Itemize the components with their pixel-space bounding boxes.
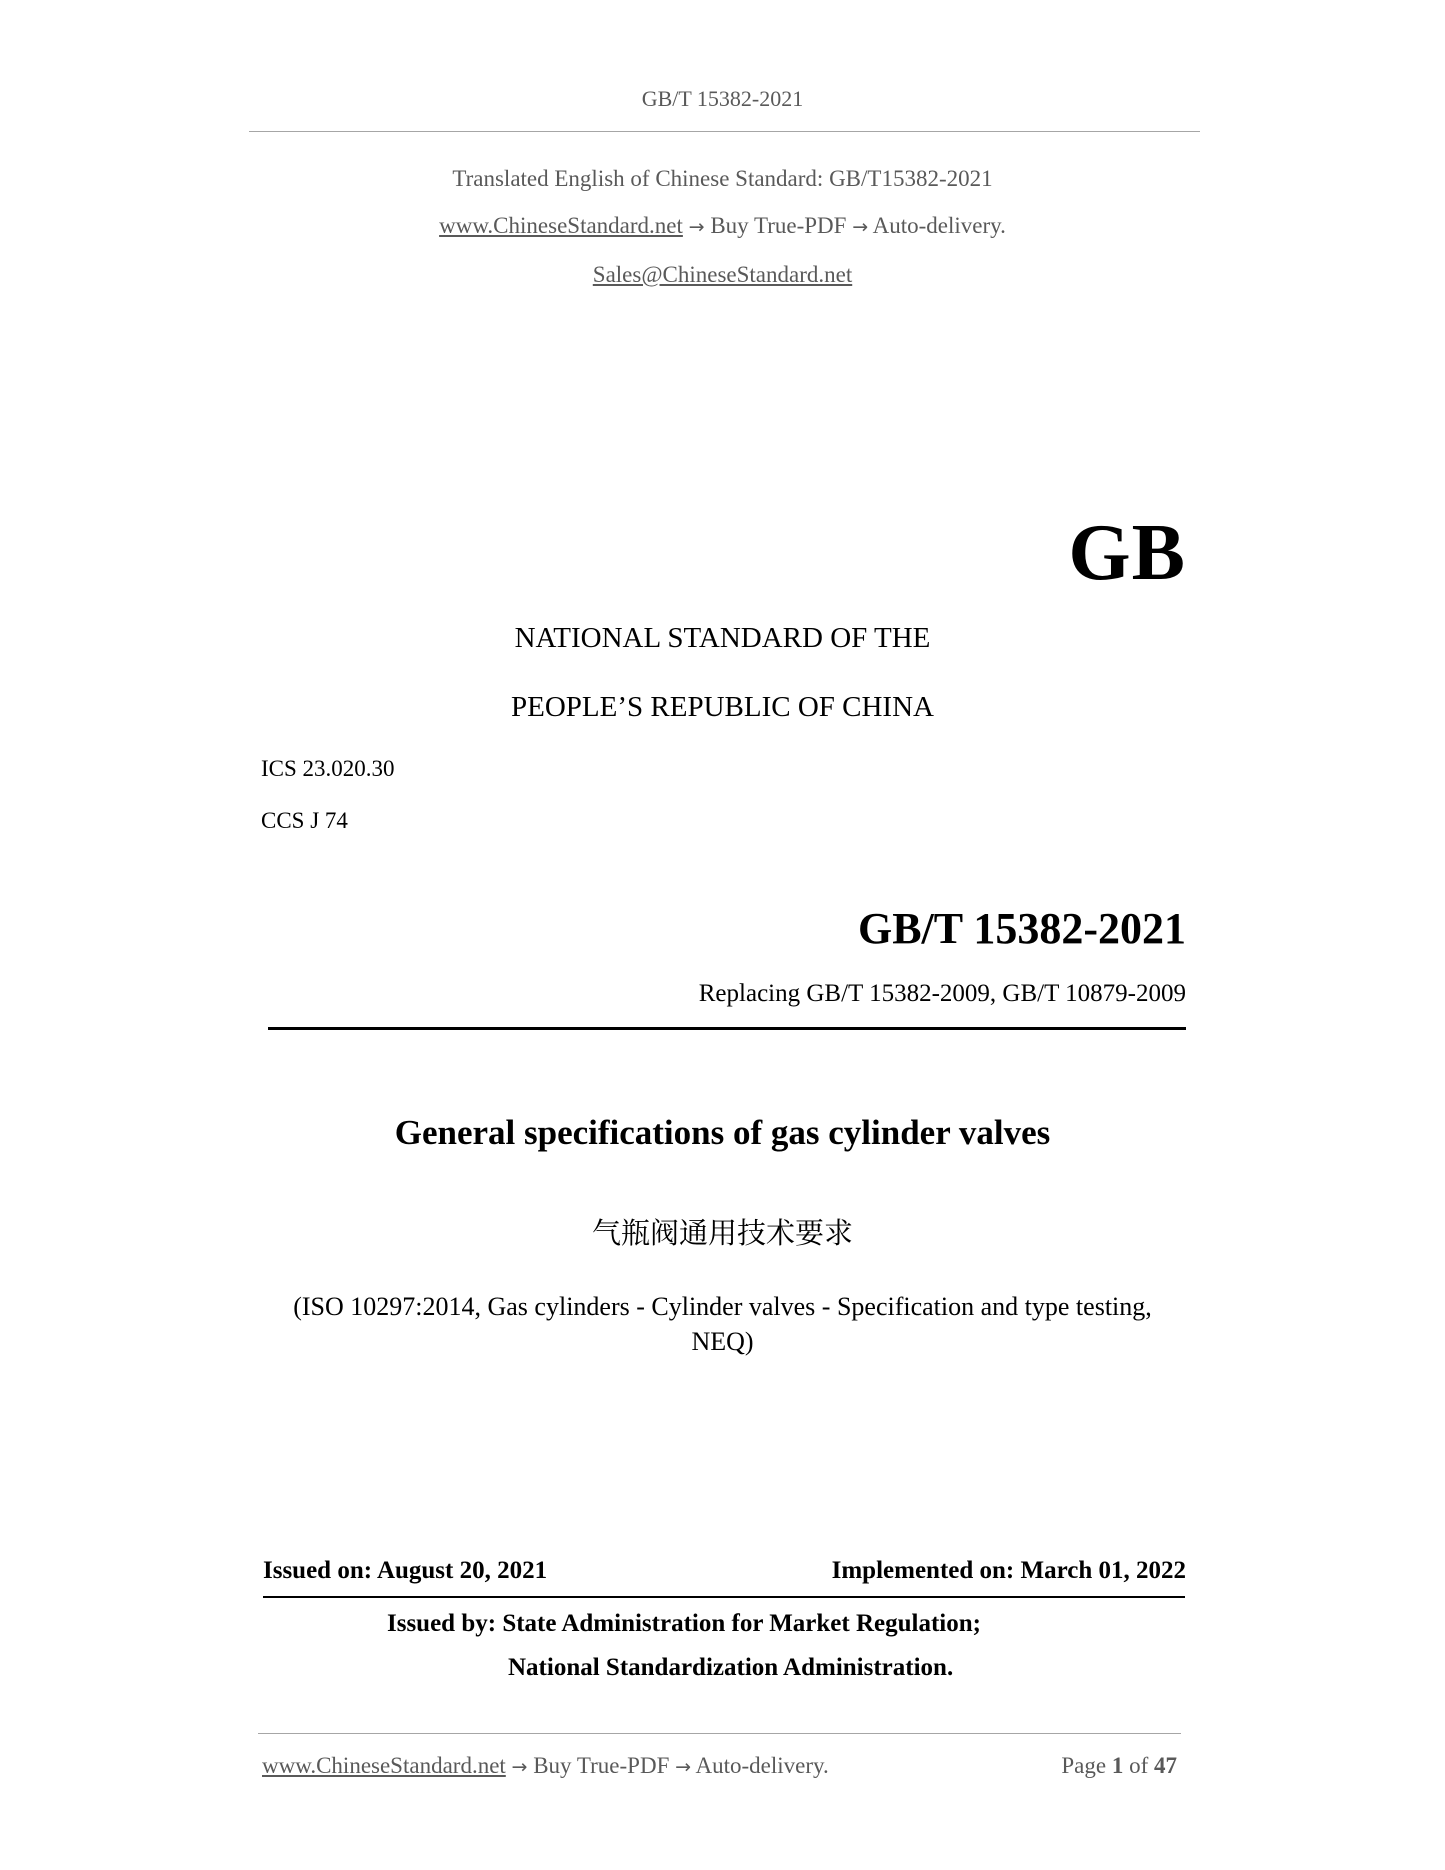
sales-email-link[interactable]: Sales@ChineseStandard.net: [592, 262, 853, 287]
buy-true-pdf-text: Buy True-PDF: [710, 213, 847, 238]
implemented-on-date: Implemented on: March 01, 2022: [831, 1557, 1186, 1584]
translated-notice: Translated English of Chinese Standard: GB/T15382-2021: [452, 166, 993, 191]
page-of: of: [1129, 1753, 1149, 1778]
auto-delivery-text: Auto-delivery.: [872, 213, 1006, 238]
ccs-code: CCS J 74: [261, 808, 348, 833]
title-divider: [268, 1027, 1186, 1030]
iso-reference-line-1: (ISO 10297:2014, Gas cylinders - Cylinder valves - Specification and type testing,: [293, 1292, 1152, 1321]
footer-divider: [258, 1733, 1181, 1734]
footer-site-link[interactable]: www.ChineseStandard.net: [262, 1753, 506, 1778]
ics-code: ICS 23.020.30: [261, 756, 395, 781]
replacing-note: Replacing GB/T 15382-2009, GB/T 10879-2009: [698, 980, 1186, 1007]
iso-reference-line-2: NEQ): [691, 1327, 754, 1356]
footer-buy-true-pdf-text: Buy True-PDF: [533, 1753, 670, 1778]
dates-divider: [263, 1596, 1185, 1598]
page-label: Page: [1061, 1753, 1107, 1778]
national-standard-line-1: NATIONAL STANDARD OF THE: [514, 622, 931, 654]
gb-logo: GB: [1068, 509, 1186, 597]
issued-on-date: Issued on: August 20, 2021: [263, 1557, 548, 1584]
arrow-right-icon: →: [688, 216, 705, 238]
arrow-right-icon: →: [511, 1756, 528, 1778]
running-header: GB/T 15382-2021: [641, 86, 804, 111]
sales-line: [0, 262, 1445, 288]
title-chinese: 气瓶阀通用技术要求: [591, 1216, 853, 1250]
title-english: General specifications of gas cylinder valves: [394, 1113, 1051, 1152]
site-link[interactable]: www.ChineseStandard.net: [439, 213, 683, 238]
header-divider: [249, 131, 1200, 132]
issued-by-line-1: Issued by: State Administration for Market Regulation;: [387, 1610, 981, 1637]
footer-promo: [262, 1753, 829, 1779]
page-indicator: [1061, 1753, 1177, 1779]
national-standard-line-2: PEOPLE’S REPUBLIC OF CHINA: [511, 691, 934, 723]
page-current: 1: [1111, 1753, 1124, 1778]
footer-auto-delivery-text: Auto-delivery.: [695, 1753, 829, 1778]
arrow-right-icon: →: [675, 1756, 692, 1778]
arrow-right-icon: →: [852, 216, 869, 238]
promo-line: [0, 213, 1445, 239]
page-total: 47: [1154, 1753, 1177, 1778]
standard-number: GB/T 15382-2021: [857, 904, 1186, 953]
issued-by-line-2: National Standardization Administration.: [508, 1654, 954, 1681]
